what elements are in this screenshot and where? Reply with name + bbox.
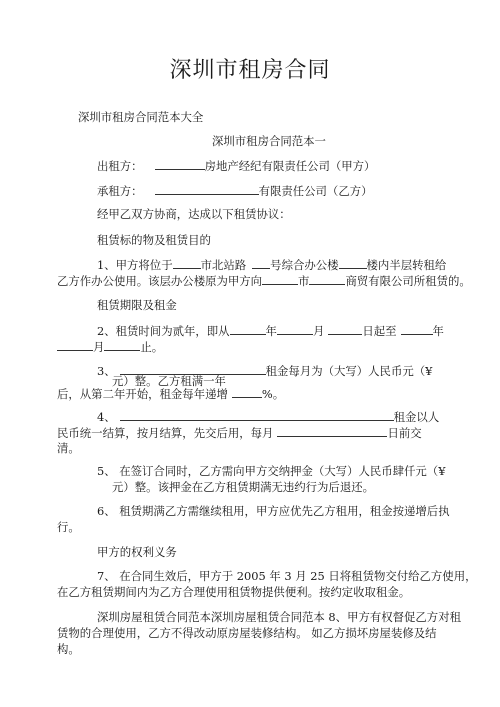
clause-7-line-2: 在乙方租赁期间内为乙方合理使用租赁物提供便利。按约定收取租金。 — [57, 585, 411, 599]
blank-field — [155, 157, 205, 170]
clause-text: 号综合办公楼 — [270, 258, 339, 272]
clause-text: 市北站路 — [200, 258, 247, 272]
clause-1-line-1 — [97, 256, 446, 273]
section-title-term: 租赁期限及租金 — [97, 298, 177, 312]
clause-8-line-2: 赁物的合理使用，乙方不得改动原房屋装修结构。 如乙方损坏房屋装修及结 — [57, 626, 437, 640]
blank-field — [339, 256, 367, 269]
section-title-landlord-rights: 甲方的权利义务 — [97, 545, 177, 559]
clause-5-line-1: 5、 在签订合同时，乙方需向甲方交纳押金（大写）人民币肆仟元（¥ — [97, 464, 446, 478]
clause-text: 日起至 — [362, 324, 397, 338]
clause-text: 乙方作办公使用。该层办公楼原为甲方向 — [57, 274, 263, 288]
clause-text: 租金每月为（大写）人民币元（¥ — [265, 364, 433, 378]
landlord-suffix: 房地产经纪有限责任公司（甲方） — [204, 159, 376, 173]
document-subheading: 深圳市租房合同范本一 — [212, 134, 326, 148]
clause-6-line-1: 6、 租赁期满乙方需继续租用，甲方应优先乙方租用，租金按递增后执 — [97, 504, 450, 518]
clause-text: 1、甲方将位于 — [97, 258, 173, 272]
blank-field — [252, 256, 270, 269]
clause-4-line-3: 清。 — [57, 441, 80, 455]
clause-2-line-1 — [97, 322, 444, 339]
blank-field — [328, 322, 362, 335]
clause-text: 月 — [312, 324, 325, 338]
clause-3-line-2: 元）整。乙方租满一年 — [112, 374, 226, 388]
clause-8-line-1: 深圳房屋租赁合同范本深圳房屋租赁合同范本 8、甲方有权督促乙方对租 — [97, 610, 461, 624]
clause-5-line-2: 元）整。该押金在乙方租赁期满无违约行为后退还。 — [112, 480, 374, 494]
blank-field — [309, 272, 345, 285]
landlord-line — [97, 157, 375, 174]
intro-text: 经甲乙双方协商，达成以下租赁协议： — [97, 207, 291, 221]
clause-7-line-1: 7、 在合同生效后，甲方于 2005 年 3 月 25 日将租赁物交付给乙方使用， — [97, 569, 477, 583]
clause-text: %。 — [261, 387, 285, 401]
document-heading: 深圳市租房合同范本大全 — [78, 110, 204, 124]
section-title-subject: 租赁标的物及租赁目的 — [97, 233, 211, 247]
blank-field — [401, 322, 433, 335]
clause-1-line-2 — [57, 272, 471, 289]
blank-field — [277, 322, 313, 335]
clause-text: 市 — [298, 274, 310, 288]
clause-text: 商贸有限公司所租赁的。 — [345, 274, 471, 288]
landlord-label: 出租方： — [97, 159, 143, 173]
page-title: 深圳市租房合同 — [169, 58, 331, 83]
clause-text: 年 — [265, 324, 277, 338]
clause-2-line-2 — [57, 338, 163, 355]
clause-3-line-3 — [57, 385, 284, 402]
clause-text: 止。 — [140, 340, 164, 354]
tenant-suffix: 有限责任公司（乙方） — [258, 184, 373, 198]
clause-text: 2、租赁时间为贰年，即从 — [97, 324, 230, 338]
blank-field — [155, 182, 259, 195]
blank-field — [230, 322, 266, 335]
clause-text: 租金以人 — [393, 410, 440, 424]
blank-field — [173, 256, 201, 269]
clause-text: 楼内半层转租给 — [366, 258, 447, 272]
clause-4-line-1 — [97, 408, 439, 425]
clause-text: 3、 — [97, 364, 116, 378]
clause-8-line-3: 构。 — [57, 642, 80, 656]
clause-text: 月 — [93, 340, 105, 354]
clause-4-line-2 — [57, 424, 422, 441]
clause-text: 4、 — [97, 410, 116, 424]
clause-text: 日前交 — [387, 426, 422, 440]
tenant-line — [97, 182, 373, 199]
blank-field — [57, 338, 93, 351]
blank-field — [262, 272, 298, 285]
clause-text: 民币统一结算，按月结算，先交后用，每月 — [57, 426, 274, 440]
tenant-label: 承租方： — [97, 184, 143, 198]
blank-field — [120, 408, 394, 421]
clause-text: 后，从第二年开始，租金每年递增 — [57, 387, 228, 401]
blank-field — [232, 385, 262, 398]
blank-field — [277, 424, 387, 437]
blank-field — [104, 338, 140, 351]
clause-text: 年 — [432, 324, 444, 338]
clause-6-line-2: 行。 — [57, 520, 80, 534]
